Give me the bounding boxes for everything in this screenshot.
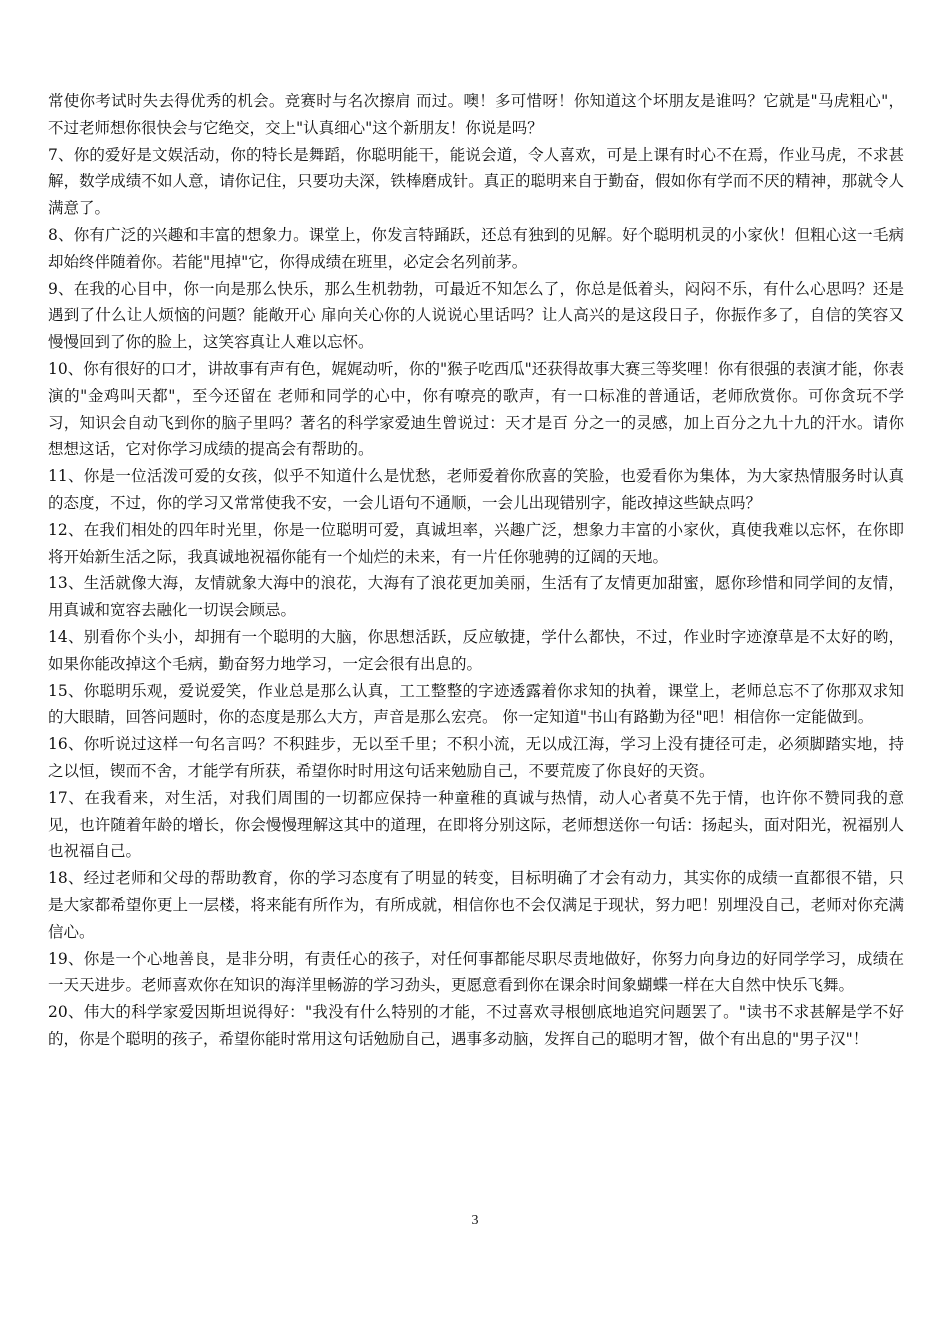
document-body — [48, 88, 904, 1053]
paragraph-9: 9、在我的心目中，你一向是那么快乐，那么生机勃勃，可最近不知怎么了，你总是低着头，闷闷不乐，有什么心思吗？还是遇到了什么让人烦恼的问题？能敞开心 扉向关心你的人说说心里话吗？让人高兴的是这段日子，你振作多了，自信的笑容又慢慢回到了你的脸上，这笑容真让人难以忘怀。 — [48, 279, 904, 352]
paragraph-8: 8、你有广泛的兴趣和丰富的想象力。课堂上，你发言特踊跃，还总有独到的见解。好个聪明机灵的小家伙！但粗心这一毛病却始终伴随着你。若能"甩掉"它，你得成绩在班里，必定会名列前茅。 — [48, 225, 904, 271]
paragraph-17: 17、在我看来，对生活，对我们周围的一切都应保持一种童稚的真诚与热情，动人心者莫不先于情，也许你不赞同我的意见，也许随着年龄的增长，你会慢慢理解这其中的道理，在即将分别这际，老师想送你一句话：扬起头，面对阳光，祝福别人也祝福自己。 — [48, 788, 904, 861]
paragraph-19: 19、你是一个心地善良，是非分明，有责任心的孩子，对任何事都能尽职尽责地做好，你努力向身边的好同学学习，成绩在一天天进步。老师喜欢你在知识的海洋里畅游的学习劲头，更愿意看到你在课余时间象蝴蝶一样在大自然中快乐飞舞。 — [48, 949, 904, 995]
paragraph-continuation: 常使你考试时失去得优秀的机会。竞赛时与名次擦肩 而过。噢！多可惜呀！你知道这个坏朋友是谁吗？它就是"马虎粗心"，不过老师想你很快会与它绝交，交上"认真细心"这个新朋友！你说是吗？ — [48, 92, 904, 137]
paragraph-12: 12、在我们相处的四年时光里，你是一位聪明可爱，真诚坦率，兴趣广泛，想象力丰富的小家伙，真使我难以忘怀，在你即将开始新生活之际，我真诚地祝福你能有一个灿烂的未来，有一片任你驰骋的辽阔的天地。 — [48, 520, 904, 566]
paragraph-10: 10、你有很好的口才，讲故事有声有色，娓娓动听，你的"猴子吃西瓜"还获得故事大赛三等奖哩！你有很强的表演才能，你表演的"金鸡叫天都"，至今还留在 老师和同学的心中，你有嘹亮的歌声，有一口标准的普通话，老师欣赏你。可你贪玩不学习，知识会自动飞到你的脑子里吗？著名的科学家爱迪生曾说过：天才是百 分之一的灵感，加上百分之九十九的汗水。请你想想这话，它对你学习成绩的提高会有帮助的。 — [48, 359, 904, 459]
paragraph-16: 16、你听说过这样一句名言吗？不积跬步，无以至千里；不积小流，无以成江海，学习上没有捷径可走，必须脚踏实地，持之以恒，锲而不舍，才能学有所获，希望你时时用这句话来勉励自己，不要荒废了你良好的天资。 — [48, 735, 904, 780]
paragraph-15: 15、你聪明乐观，爱说爱笑，作业总是那么认真，工工整整的字迹透露着你求知的执着，课堂上，老师总忘不了你那双求知的大眼睛，回答问题时，你的态度是那么大方，声音是那么宏亮。 你一定知道"书山有路勤为径"吧！相信你一定能做到。 — [48, 681, 904, 727]
paragraph-11: 11、你是一位活泼可爱的女孩，似乎不知道什么是忧愁，老师爱着你欣喜的笑脸，也爱看你为集体，为大家热情服务时认真的态度，不过，你的学习又常常使我不安，一会儿语句不通顺，一会儿出现错别字，能改掉这些缺点吗？ — [48, 467, 904, 512]
paragraph-20: 20、伟大的科学家爱因斯坦说得好："我没有什么特别的才能，不过喜欢寻根刨底地追究问题罢了。"读书不求甚解是学不好的，你是个聪明的孩子，希望你能时常用这句话勉励自己，遇事多动脑，发挥自己的聪明才智，做个有出息的"男子汉"！ — [48, 1003, 904, 1048]
paragraph-14: 14、别看你个头小，却拥有一个聪明的大脑，你思想活跃，反应敏捷，学什么都快，不过，作业时字迹潦草是不太好的哟，如果你能改掉这个毛病，勤奋努力地学习，一定会很有出息的。 — [48, 627, 904, 673]
paragraph-13: 13、生活就像大海，友情就象大海中的浪花，大海有了浪花更加美丽，生活有了友情更加甜蜜，愿你珍惜和同学间的友情，用真诚和宽容去融化一切误会顾忌。 — [48, 574, 904, 620]
paragraph-7: 7、你的爱好是文娱活动，你的特长是舞蹈，你聪明能干，能说会道，令人喜欢，可是上课有时心不在焉，作业马虎，不求甚解，数学成绩不如人意，请你记住，只要功夫深，铁棒磨成针。真正的聪明来自于勤奋，假如你有学而不厌的精神，那就令人满意了。 — [48, 145, 904, 218]
page-number: 3 — [471, 1213, 479, 1228]
paragraph-18: 18、经过老师和父母的帮助教育，你的学习态度有了明显的转变，目标明确了才会有动力，其实你的成绩一直都很不错，只是大家都希望你更上一层楼，将来能有所作为，有所成就，相信你也不会仅满足于现状，努力吧！别埋没自己，老师对你充满信心。 — [48, 869, 904, 941]
